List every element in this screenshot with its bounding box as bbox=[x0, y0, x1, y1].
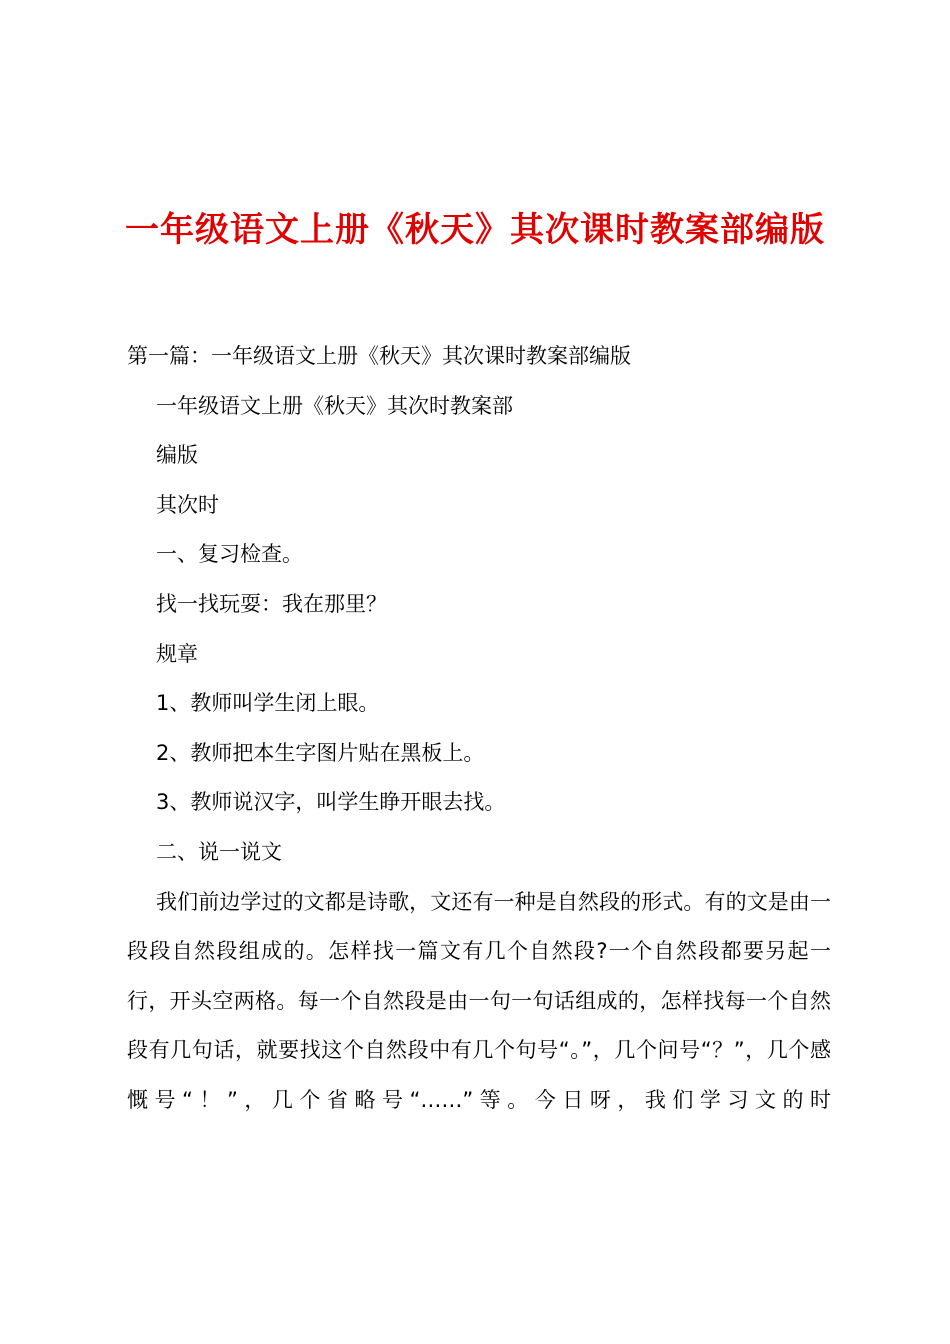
part-heading: 第一篇：一年级语文上册《秋天》其次课时教案部编版 bbox=[127, 344, 631, 368]
document-title: 一年级语文上册《秋天》其次课时教案部编版 bbox=[125, 210, 825, 250]
section-heading-review: 一、复习检查。 bbox=[156, 542, 303, 567]
body-paragraph: 我们前边学过的文都是诗歌，文还有一种是自然段的形式。有的文是由一段段自然段组成的。怎样找一篇文有几个自然段?一个自然段都要另起一行，开头空两格。每一个自然段是由一句一句话组成的，怎样找每一个自然段有几句话，就要找这个自然段中有几个句号“。”，几个问号“？”，几个感慨号“！”，几个省略号“……”等。今日呀，我们学习文的时 bbox=[127, 889, 831, 1112]
rule-item-3: 3、教师说汉字，叫学生睁开眼去找。 bbox=[156, 790, 506, 815]
text-line-lesson: 其次时 bbox=[156, 492, 219, 517]
text-line-edition: 编版 bbox=[156, 443, 198, 468]
document-body bbox=[127, 332, 831, 1126]
rule-item-1: 1、教师叫学生闭上眼。 bbox=[156, 691, 380, 716]
text-line-game: 找一找玩耍：我在那里？ bbox=[156, 591, 387, 616]
rule-item-2: 2、教师把本生字图片贴在黑板上。 bbox=[156, 740, 485, 765]
section-heading-discuss: 二、说一说文 bbox=[156, 839, 282, 864]
text-line-subtitle: 一年级语文上册《秋天》其次时教案部 bbox=[156, 393, 513, 418]
text-line-rules: 规章 bbox=[156, 641, 198, 666]
